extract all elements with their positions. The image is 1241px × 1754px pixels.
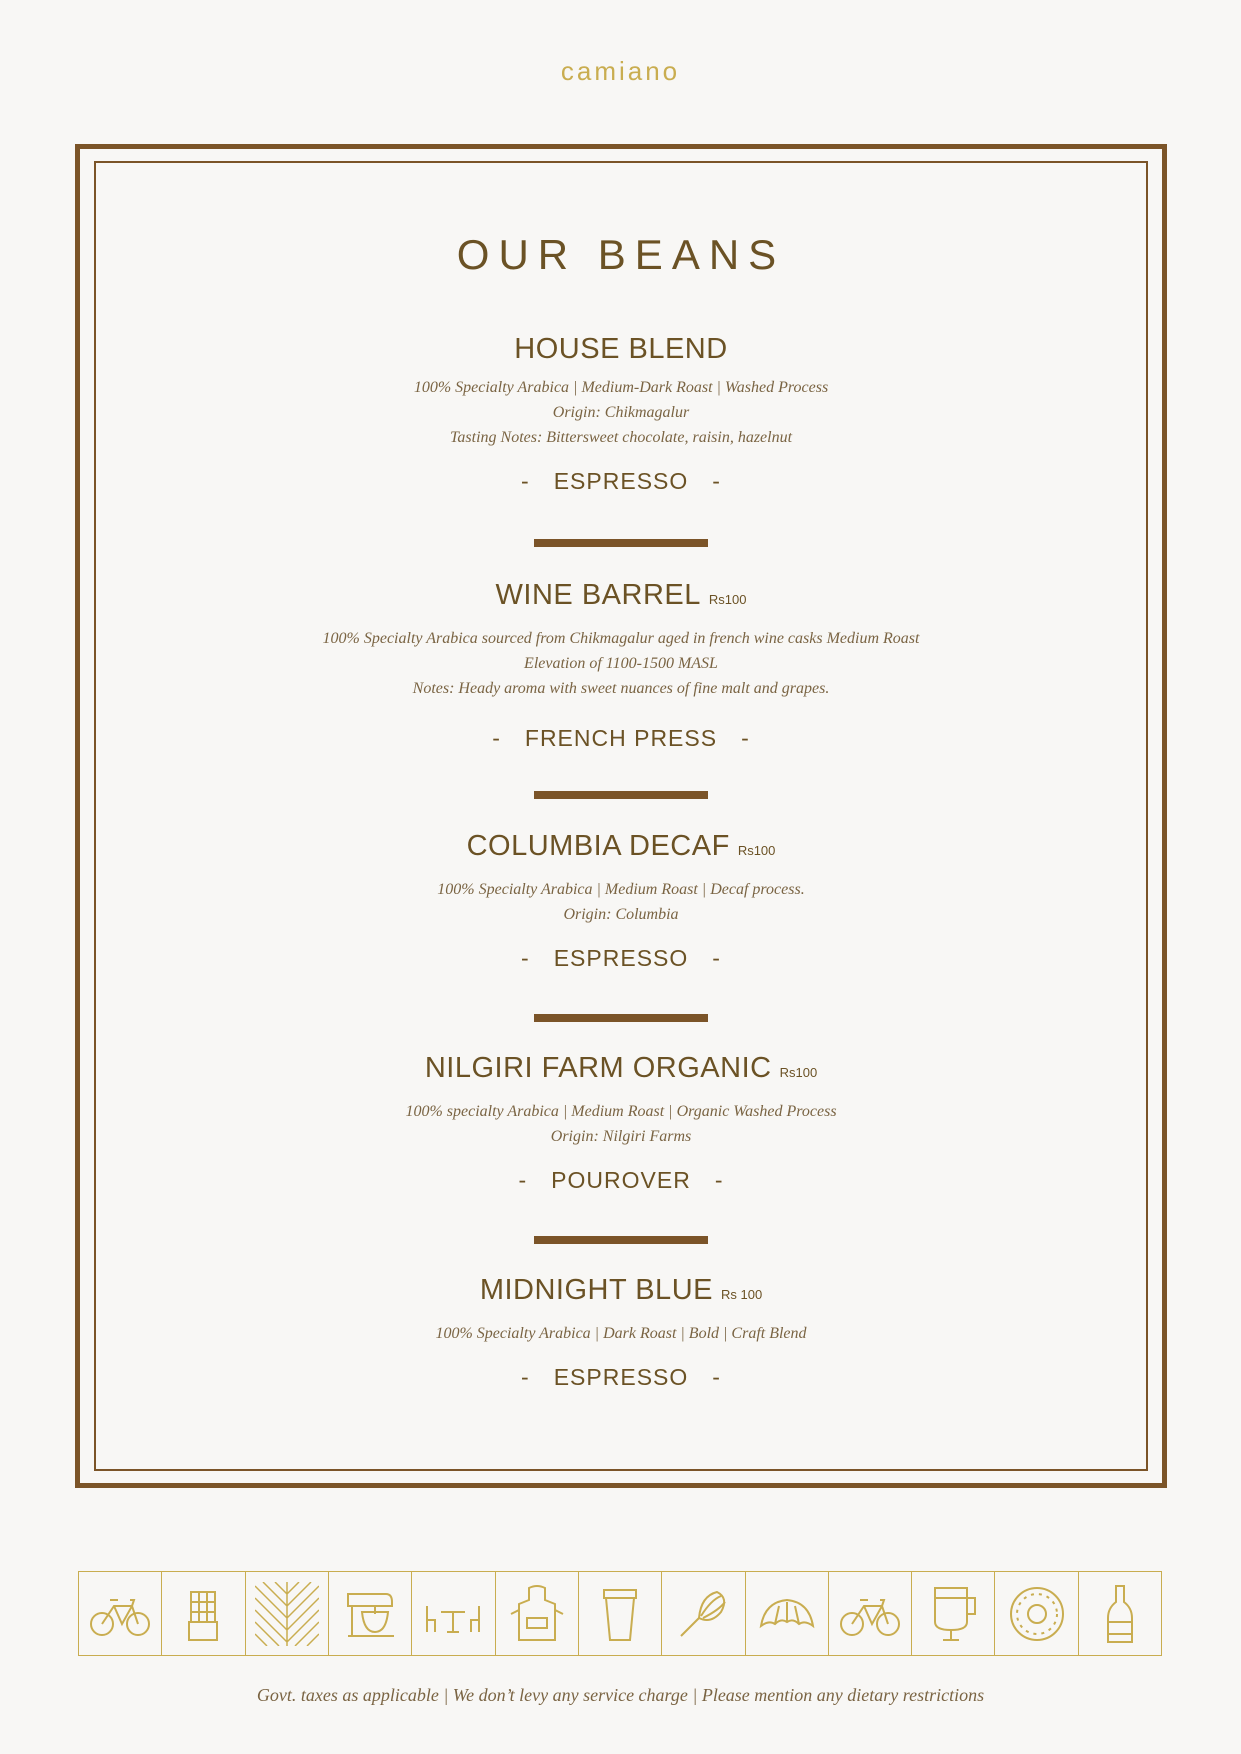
brew-method: - ESPRESSO - (521, 945, 721, 971)
brew-method: - POUROVER - (518, 1167, 724, 1193)
item-description (94, 877, 1148, 927)
item-price: Rs100 (737, 843, 776, 858)
item-desc-line: Origin: Nilgiri Farms (550, 1128, 692, 1145)
item-name-text: WINE BARREL (495, 579, 701, 611)
item-name (94, 331, 1148, 367)
herringbone-pattern-icon (246, 1572, 329, 1655)
stand-mixer-icon (329, 1572, 412, 1655)
chocolate-bar-icon (162, 1572, 245, 1655)
item-desc-line: 100% specialty Arabica | Medium Roast | Organic Washed Process (405, 1103, 837, 1120)
item-name-text: MIDNIGHT BLUE (479, 1274, 713, 1306)
brew-method-text: ESPRESSO (553, 945, 689, 971)
whisk-icon (662, 1572, 745, 1655)
item-name-text: HOUSE BLEND (514, 333, 728, 365)
brew-method: - FRENCH PRESS - (492, 725, 750, 751)
apron-icon (496, 1572, 579, 1655)
cafe-table-icon (412, 1572, 495, 1655)
item-desc-line: 100% Specialty Arabica | Dark Roast | Bold | Craft Blend (435, 1325, 807, 1342)
menu-item (94, 331, 1148, 496)
section-divider (534, 1236, 708, 1244)
brew-method-text: ESPRESSO (553, 468, 689, 494)
menu-item (94, 828, 1148, 973)
wine-bottle-icon (1079, 1572, 1161, 1655)
section-divider (534, 539, 708, 547)
icon-strip (78, 1571, 1162, 1656)
item-desc-line: 100% Specialty Arabica | Medium Roast | Decaf process. (437, 881, 805, 898)
item-price: Rs 100 (720, 1287, 763, 1302)
brew-method: - ESPRESSO - (521, 1364, 721, 1390)
menu-item (94, 1050, 1148, 1195)
bicycle-icon (829, 1572, 912, 1655)
brew-method-text: ESPRESSO (553, 1364, 689, 1390)
brew-method: - ESPRESSO - (521, 468, 721, 494)
section-divider (534, 791, 708, 799)
brew-method-text: POUROVER (551, 1167, 691, 1193)
item-name-text: COLUMBIA DECAF (466, 830, 730, 862)
item-name (94, 1050, 1148, 1091)
bicycle-icon (79, 1572, 162, 1655)
item-name (94, 577, 1148, 618)
item-desc-line: 100% Specialty Arabica sourced from Chikmagalur aged in french wine casks Medium Roast (322, 630, 920, 647)
donut-icon (995, 1572, 1078, 1655)
item-price: Rs100 (708, 592, 747, 607)
section-divider (534, 1014, 708, 1022)
menu-item (94, 1272, 1148, 1392)
item-desc-line: 100% Specialty Arabica | Medium-Dark Roast | Washed Process (413, 379, 829, 396)
item-desc-line: Notes: Heady aroma with sweet nuances of fine malt and grapes. (412, 680, 830, 697)
brand-logo: camiano (560, 56, 681, 86)
croissant-icon (746, 1572, 829, 1655)
menu-content (94, 161, 1148, 1471)
item-desc-line: Origin: Chikmagalur (552, 404, 690, 421)
item-price: Rs100 (779, 1065, 818, 1080)
item-desc-line: Origin: Columbia (563, 906, 679, 923)
glass-mug-icon (912, 1572, 995, 1655)
item-description (94, 375, 1148, 450)
item-desc-line: Elevation of 1100-1500 MASL (524, 655, 718, 672)
item-description (94, 1099, 1148, 1149)
menu-item (94, 577, 1148, 753)
brew-method-text: FRENCH PRESS (524, 725, 718, 751)
item-description (94, 626, 1148, 701)
footer-note: Govt. taxes as applicable | We don’t levy any service charge | Please mention any dietary restrictions (256, 1685, 985, 1705)
item-name-text: NILGIRI FARM ORGANIC (424, 1052, 772, 1084)
item-name (94, 1272, 1148, 1313)
item-name (94, 828, 1148, 869)
item-description (94, 1321, 1148, 1346)
item-desc-line: Tasting Notes: Bittersweet chocolate, raisin, hazelnut (449, 429, 793, 446)
coffee-cup-icon (579, 1572, 662, 1655)
menu-title: OUR BEANS (456, 231, 786, 278)
